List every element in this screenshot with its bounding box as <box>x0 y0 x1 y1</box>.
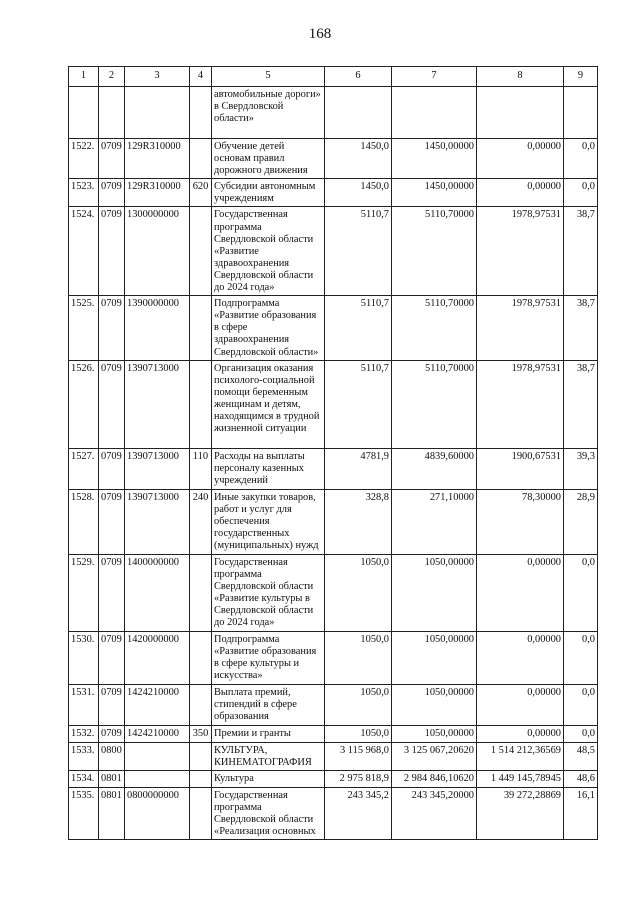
row-number: 1528. <box>69 489 99 554</box>
row-number: 1522. <box>69 139 99 179</box>
amount-planned: 5110,7 <box>325 207 392 296</box>
item-name: Обучение детей основам правил дорожного движения <box>212 139 325 179</box>
table-row <box>69 360 598 448</box>
item-name: Государственная программа Свердловской области «Развитие культуры в Свердловской области до 2024 года» <box>212 554 325 631</box>
amount-executed: 0,00000 <box>477 554 564 631</box>
amount-planned: 1050,0 <box>325 631 392 684</box>
amount-approved: 1450,00000 <box>392 139 477 179</box>
target-code: 129R310000 <box>125 139 190 179</box>
section-code: 0709 <box>99 360 125 448</box>
amount-planned: 1450,0 <box>325 139 392 179</box>
amount-planned: 1050,0 <box>325 554 392 631</box>
section-code: 0709 <box>99 725 125 742</box>
amount-planned: 5110,7 <box>325 296 392 360</box>
item-name: Выплата премий, стипендий в сфере образования <box>212 684 325 725</box>
table-row <box>69 489 598 554</box>
amount-executed: 1978,97531 <box>477 207 564 296</box>
amount-planned: 1450,0 <box>325 179 392 207</box>
header-cell: 4 <box>190 67 212 87</box>
page-number: 168 <box>308 26 332 42</box>
amount-planned: 243 345,2 <box>325 787 392 839</box>
target-code: 1424210000 <box>125 684 190 725</box>
expense-type <box>190 207 212 296</box>
expense-type: 350 <box>190 725 212 742</box>
amount-approved: 1050,00000 <box>392 631 477 684</box>
execution-percent: 38,7 <box>564 296 598 360</box>
item-name: Организация оказания психолого-социальной помощи беременным женщинам и детям, находящимся в трудной жизненной ситуации <box>212 360 325 448</box>
table-row <box>69 787 598 839</box>
execution-percent: 0,0 <box>564 179 598 207</box>
execution-percent: 48,5 <box>564 742 598 770</box>
target-code: 1420000000 <box>125 631 190 684</box>
amount-executed: 1 514 212,36569 <box>477 742 564 770</box>
section-code: 0709 <box>99 684 125 725</box>
amount-executed: 1900,67531 <box>477 448 564 489</box>
target-code: 129R310000 <box>125 179 190 207</box>
section-code: 0709 <box>99 631 125 684</box>
target-code: 1390713000 <box>125 489 190 554</box>
item-name: Государственная программа Свердловской области «Развитие здравоохранения Свердловской области до 2024 года» <box>212 207 325 296</box>
expense-type <box>190 87 212 139</box>
expense-type: 620 <box>190 179 212 207</box>
execution-percent: 16,1 <box>564 787 598 839</box>
section-code: 0709 <box>99 139 125 179</box>
item-name: Государственная программа Свердловской области «Реализация основных <box>212 787 325 839</box>
table-row <box>69 87 598 139</box>
section-code: 0709 <box>99 179 125 207</box>
target-code: 1424210000 <box>125 725 190 742</box>
target-code: 0800000000 <box>125 787 190 839</box>
section-code: 0709 <box>99 207 125 296</box>
amount-approved <box>392 87 477 139</box>
item-name: Расходы на выплаты персоналу казенных учреждений <box>212 448 325 489</box>
expense-type: 110 <box>190 448 212 489</box>
section-code: 0709 <box>99 296 125 360</box>
header-cell: 6 <box>325 67 392 87</box>
row-number: 1525. <box>69 296 99 360</box>
budget-table <box>68 66 598 840</box>
row-number: 1527. <box>69 448 99 489</box>
amount-approved: 5110,70000 <box>392 360 477 448</box>
table-row <box>69 448 598 489</box>
item-name: Культура <box>212 770 325 787</box>
amount-approved: 1450,00000 <box>392 179 477 207</box>
item-name: автомобильные дороги» в Свердловской области» <box>212 87 325 139</box>
header-cell: 2 <box>99 67 125 87</box>
table-row <box>69 725 598 742</box>
execution-percent: 38,7 <box>564 360 598 448</box>
item-name: КУЛЬТУРА, КИНЕМАТОГРАФИЯ <box>212 742 325 770</box>
row-number: 1532. <box>69 725 99 742</box>
execution-percent: 38,7 <box>564 207 598 296</box>
amount-executed: 78,30000 <box>477 489 564 554</box>
execution-percent: 0,0 <box>564 139 598 179</box>
expense-type <box>190 787 212 839</box>
table-row <box>69 207 598 296</box>
amount-planned: 328,8 <box>325 489 392 554</box>
amount-planned <box>325 87 392 139</box>
target-code: 1390000000 <box>125 296 190 360</box>
item-name: Подпрограмма «Развитие образования в сфере здравоохранения Свердловской области» <box>212 296 325 360</box>
target-code <box>125 770 190 787</box>
section-code: 0800 <box>99 742 125 770</box>
header-cell: 5 <box>212 67 325 87</box>
row-number: 1529. <box>69 554 99 631</box>
expense-type <box>190 770 212 787</box>
expense-type <box>190 742 212 770</box>
target-code: 1390713000 <box>125 360 190 448</box>
amount-planned: 1050,0 <box>325 684 392 725</box>
amount-executed: 1 449 145,78945 <box>477 770 564 787</box>
row-number: 1526. <box>69 360 99 448</box>
amount-executed: 1978,97531 <box>477 360 564 448</box>
execution-percent: 0,0 <box>564 554 598 631</box>
execution-percent: 0,0 <box>564 725 598 742</box>
amount-planned: 4781,9 <box>325 448 392 489</box>
table-row <box>69 684 598 725</box>
row-number: 1531. <box>69 684 99 725</box>
amount-approved: 3 125 067,20620 <box>392 742 477 770</box>
table-row <box>69 770 598 787</box>
expense-type <box>190 684 212 725</box>
amount-planned: 2 975 818,9 <box>325 770 392 787</box>
amount-planned: 3 115 968,0 <box>325 742 392 770</box>
row-number: 1530. <box>69 631 99 684</box>
header-cell: 8 <box>477 67 564 87</box>
header-cell: 1 <box>69 67 99 87</box>
amount-approved: 5110,70000 <box>392 296 477 360</box>
amount-executed: 0,00000 <box>477 631 564 684</box>
execution-percent <box>564 87 598 139</box>
amount-approved: 5110,70000 <box>392 207 477 296</box>
row-number: 1534. <box>69 770 99 787</box>
target-code: 1300000000 <box>125 207 190 296</box>
expense-type <box>190 554 212 631</box>
table-row <box>69 742 598 770</box>
table-row <box>69 554 598 631</box>
header-cell: 3 <box>125 67 190 87</box>
table-row <box>69 296 598 360</box>
amount-planned: 5110,7 <box>325 360 392 448</box>
amount-planned: 1050,0 <box>325 725 392 742</box>
item-name: Иные закупки товаров, работ и услуг для обеспечения государственных (муниципальных) нужд <box>212 489 325 554</box>
target-code: 1390713000 <box>125 448 190 489</box>
amount-approved: 1050,00000 <box>392 684 477 725</box>
table-row <box>69 631 598 684</box>
amount-executed <box>477 87 564 139</box>
amount-executed: 1978,97531 <box>477 296 564 360</box>
section-code: 0801 <box>99 787 125 839</box>
target-code: 1400000000 <box>125 554 190 631</box>
amount-approved: 271,10000 <box>392 489 477 554</box>
item-name: Подпрограмма «Развитие образования в сфере культуры и искусства» <box>212 631 325 684</box>
row-number: 1524. <box>69 207 99 296</box>
header-cell: 9 <box>564 67 598 87</box>
expense-type <box>190 631 212 684</box>
table-row <box>69 139 598 179</box>
expense-type: 240 <box>190 489 212 554</box>
amount-executed: 39 272,28869 <box>477 787 564 839</box>
amount-executed: 0,00000 <box>477 179 564 207</box>
header-row <box>69 67 598 87</box>
section-code <box>99 87 125 139</box>
expense-type <box>190 360 212 448</box>
amount-approved: 1050,00000 <box>392 725 477 742</box>
amount-approved: 2 984 846,10620 <box>392 770 477 787</box>
expense-type <box>190 296 212 360</box>
item-name: Субсидии автономным учреждениям <box>212 179 325 207</box>
amount-approved: 1050,00000 <box>392 554 477 631</box>
execution-percent: 39,3 <box>564 448 598 489</box>
header-cell: 7 <box>392 67 477 87</box>
execution-percent: 48,6 <box>564 770 598 787</box>
amount-approved: 243 345,20000 <box>392 787 477 839</box>
target-code <box>125 742 190 770</box>
table-row <box>69 179 598 207</box>
amount-executed: 0,00000 <box>477 684 564 725</box>
amount-executed: 0,00000 <box>477 725 564 742</box>
execution-percent: 0,0 <box>564 684 598 725</box>
execution-percent: 0,0 <box>564 631 598 684</box>
row-number: 1533. <box>69 742 99 770</box>
section-code: 0801 <box>99 770 125 787</box>
execution-percent: 28,9 <box>564 489 598 554</box>
expense-type <box>190 139 212 179</box>
row-number <box>69 87 99 139</box>
section-code: 0709 <box>99 448 125 489</box>
amount-approved: 4839,60000 <box>392 448 477 489</box>
amount-executed: 0,00000 <box>477 139 564 179</box>
row-number: 1523. <box>69 179 99 207</box>
row-number: 1535. <box>69 787 99 839</box>
target-code <box>125 87 190 139</box>
section-code: 0709 <box>99 489 125 554</box>
item-name: Премии и гранты <box>212 725 325 742</box>
section-code: 0709 <box>99 554 125 631</box>
